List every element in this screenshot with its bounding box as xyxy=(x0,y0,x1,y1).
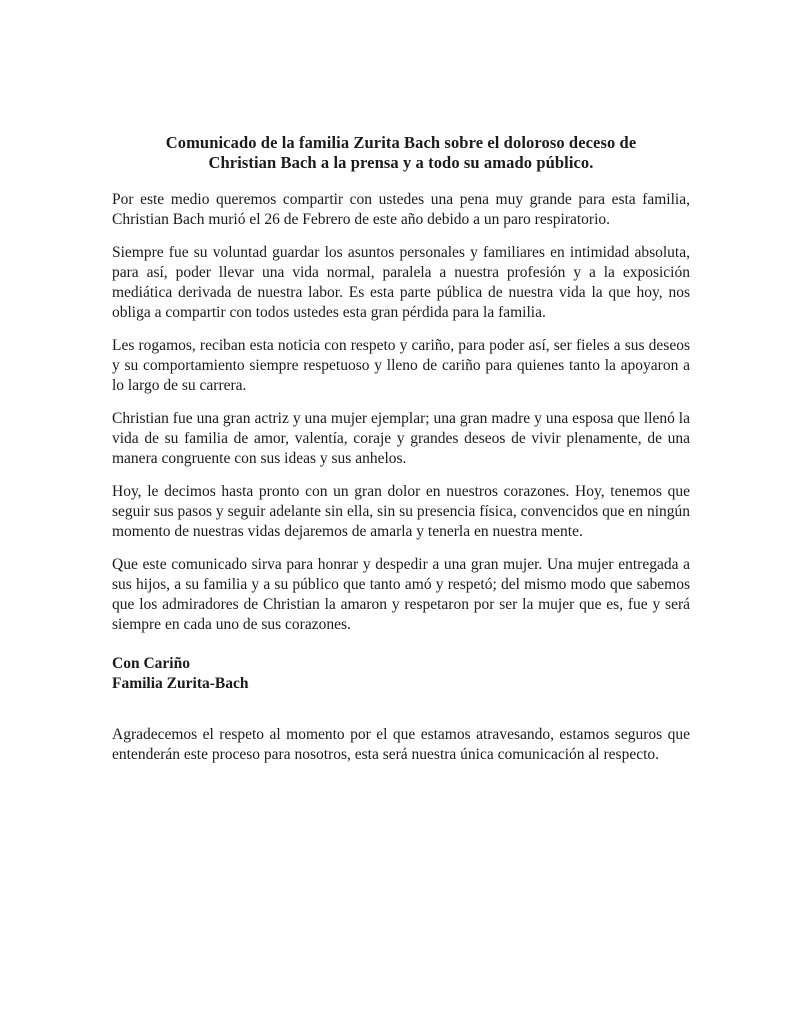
paragraph-farewell: Hoy, le decimos hasta pronto con un gran dolor en nuestros corazones. Hoy, tenemos que seguir sus pasos y seguir adelante sin ella, sin su presencia física, convencidos que en ningún momento de nuestras vidas dejaremos de amarla y tenerla en nuestra mente. xyxy=(112,483,690,540)
paragraph-tribute: Christian fue una gran actriz y una mujer ejemplar; una gran madre y una esposa que llenó la vida de su familia de amor, valentía, coraje y grandes deseos de vivir plenamente, de una manera congruente con sus ideas y sus anhelos. xyxy=(112,410,690,467)
document-title xyxy=(112,133,690,173)
signature-family-name: Familia Zurita-Bach xyxy=(112,675,249,692)
document-title-line-1: Comunicado de la familia Zurita Bach sobre el doloroso deceso de xyxy=(165,133,637,152)
closing-paragraph: Agradecemos el respeto al momento por el que estamos atravesando, estamos seguros que entenderán este proceso para nosotros, esta será nuestra única comunicación al respecto. xyxy=(112,726,690,763)
signature-block xyxy=(112,654,690,694)
paragraph-privacy: Siempre fue su voluntad guardar los asuntos personales y familiares en intimidad absoluta, para así, poder llevar una vida normal, paralela a nuestra profesión y a la exposición mediática derivada de nuestra labor. Es esta parte pública de nuestra vida la que hoy, nos obliga a compartir con todos ustedes esta gran pérdida para la familia. xyxy=(112,244,690,321)
paragraph-request-respect: Les rogamos, reciban esta noticia con respeto y cariño, para poder así, ser fieles a sus deseos y su comportamiento siempre respetuoso y lleno de cariño para quienes tanto la apoyaron a lo largo de su carrera. xyxy=(112,337,690,394)
signature-closing: Con Cariño xyxy=(112,655,190,672)
document-title-line-2: Christian Bach a la prensa y a todo su amado público. xyxy=(208,153,594,172)
paragraph-honor: Que este comunicado sirva para honrar y despedir a una gran mujer. Una mujer entregada a sus hijos, a su familia y a su público que tanto amó y respetó; del mismo modo que sabemos que los admiradores de Christian la amaron y respetaron por ser la mujer que es, fue y será siempre en cada uno de sus corazones. xyxy=(112,556,690,633)
paragraph-announcement: Por este medio queremos compartir con ustedes una pena muy grande para esta familia, Christian Bach murió el 26 de Febrero de este año debido a un paro respiratorio. xyxy=(112,191,690,228)
